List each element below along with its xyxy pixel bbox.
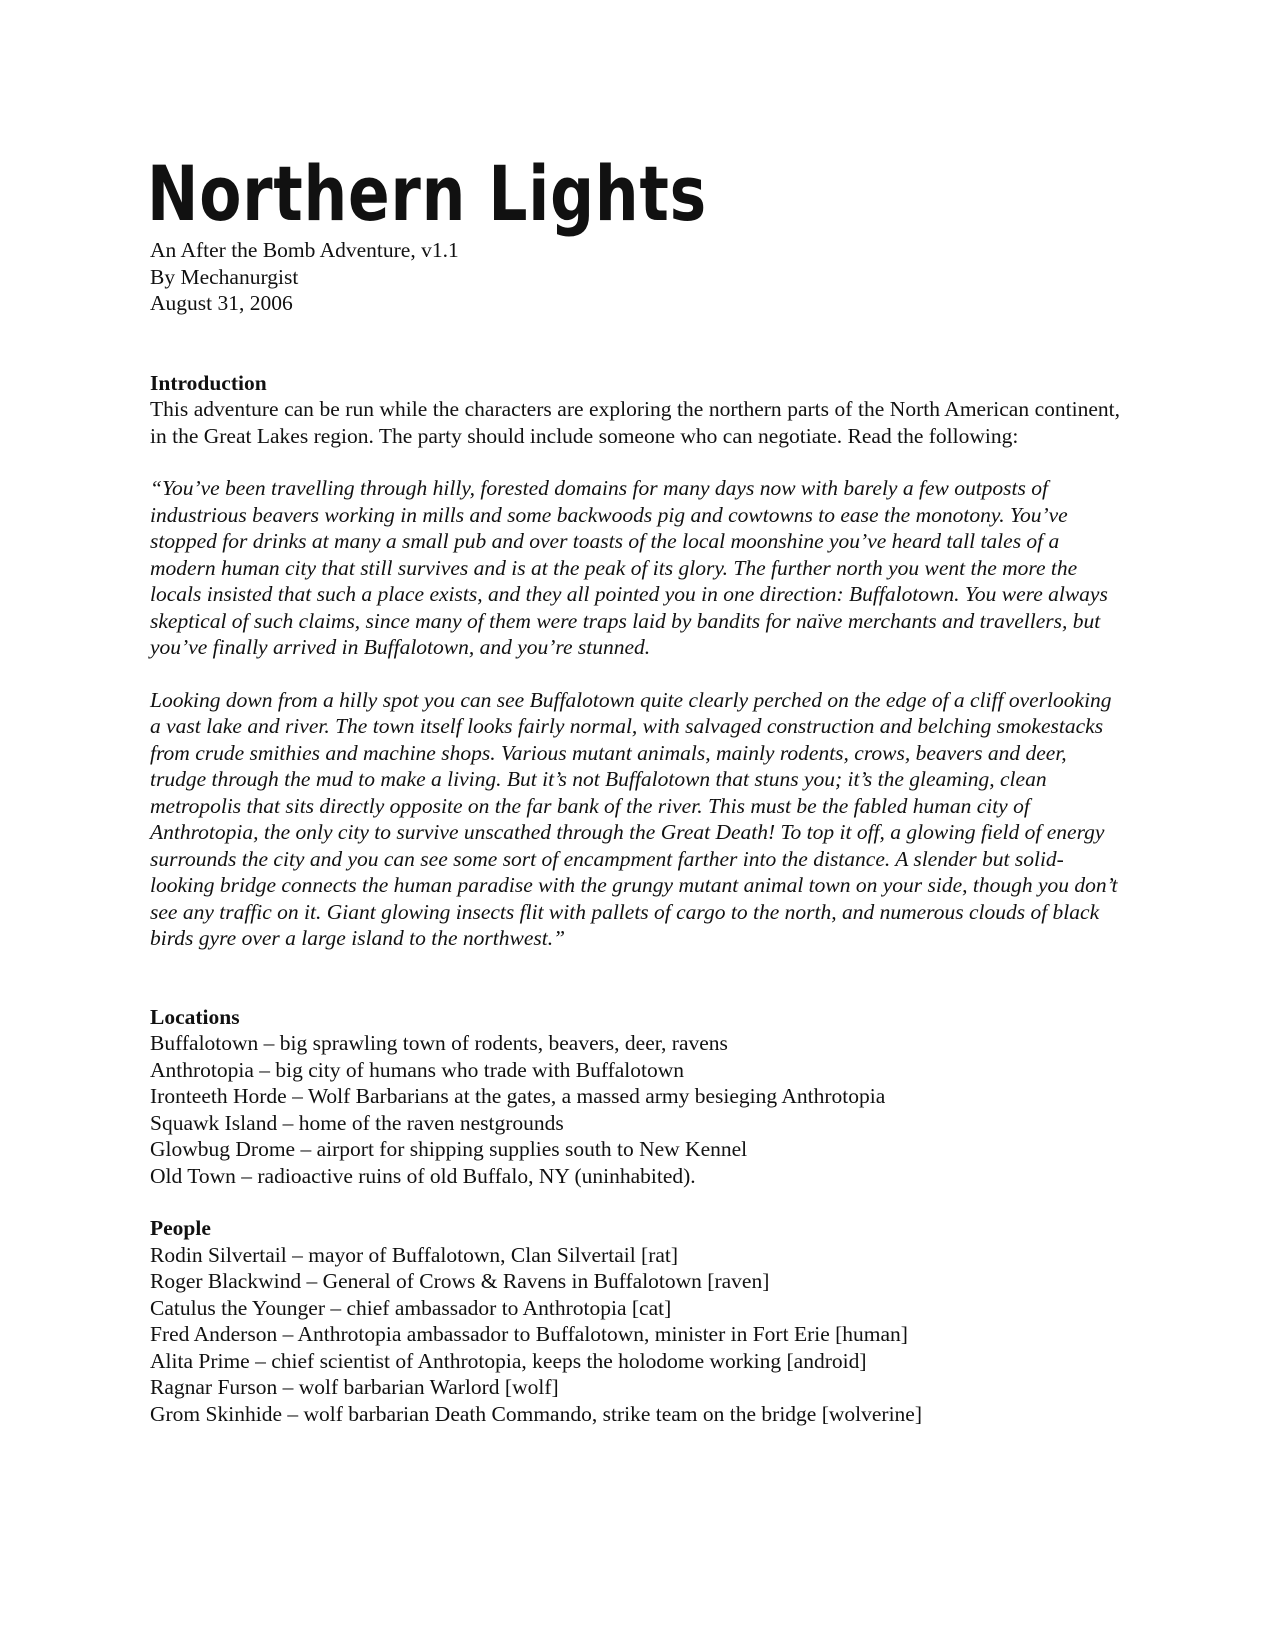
spacer [150, 1189, 1120, 1215]
read-aloud-paragraph-1: “You’ve been travelling through hilly, forested domains for many days now with barely a few outposts of industrious beavers working in mills and some backwoods pig and cowtowns to ease the monotony. You’ve stopped for drinks at many a small pub and over toasts of the local moonshine you’ve heard tall tales of a modern human city that still survives and is at the peak of its glory. The further north you went the more the locals insisted that such a place exists, and they all pointed you in one direction: Buffalotown. You were always skeptical of such claims, since many of them were traps laid by bandits for naïve merchants and travellers, but you’ve finally arrived in Buffalotown, and you’re stunned. [150, 476, 1108, 659]
spacer [150, 661, 1120, 687]
location-item: Old Town – radioactive ruins of old Buffalo, NY (uninhabited). [150, 1163, 696, 1188]
person-item: Rodin Silvertail – mayor of Buffalotown, Clan Silvertail [rat] [150, 1242, 679, 1267]
read-aloud-paragraph-2: Looking down from a hilly spot you can see Buffalotown quite clearly perched on the edge of a cliff overlooking a vast lake and river. The town itself looks fairly normal, with salvaged construction and belching smokestacks from crude smithies and machine shops. Various mutant animals, mainly rodents, crows, beavers and deer, trudge through the mud to make a living. But it’s not Buffalotown that stuns you; it’s the gleaming, clean metropolis that sits directly opposite on the far bank of the river. This must be the fabled human city of Anthrotopia, the only city to survive unscathed through the Great Death! To top it off, a glowing field of energy surrounds the city and you can see some sort of encampment farther into the distance. A slender but solid-looking bridge connects the human paradise with the grungy mutant animal town on your side, though you don’t see any traffic on it. Giant glowing insects flit with pallets of cargo to the north, and numerous clouds of black birds gyre over a large island to the northwest.” [150, 687, 1118, 950]
people-heading: People [150, 1216, 211, 1240]
introduction-section [150, 370, 1120, 952]
location-item: Glowbug Drome – airport for shipping supplies south to New Kennel [150, 1137, 748, 1161]
location-item: Anthrotopia – big city of humans who trade with Buffalotown [150, 1057, 685, 1082]
person-item: Alita Prime – chief scientist of Anthrotopia, keeps the holodome working [android] [150, 1348, 867, 1373]
document-page [147, 140, 1120, 1427]
document-subtitle: An After the Bomb Adventure, v1.1 [150, 238, 459, 262]
person-item: Catulus the Younger – chief ambassador to Anthrotopia [cat] [150, 1295, 672, 1320]
person-item: Ragnar Furson – wolf barbarian Warlord [wolf] [150, 1375, 559, 1399]
introduction-heading: Introduction [150, 370, 267, 395]
document-author: By Mechanurgist [150, 264, 299, 289]
location-item: Ironteeth Horde – Wolf Barbarians at the gates, a massed army besieging Anthrotopia [150, 1084, 886, 1108]
introduction-body: This adventure can be run while the characters are exploring the northern parts of the North American continent, in the Great Lakes region. The party should include someone who can negotiate. Read the following: [150, 397, 1120, 448]
person-item: Grom Skinhide – wolf barbarian Death Commando, strike team on the bridge [wolverine] [150, 1401, 923, 1426]
locations-heading: Locations [150, 1004, 240, 1029]
spacer [150, 317, 1120, 370]
document-title: Northern Lights [147, 149, 707, 238]
location-item: Buffalotown – big sprawling town of rodents, beavers, deer, ravens [150, 1031, 728, 1055]
person-item: Fred Anderson – Anthrotopia ambassador to Buffalotown, minister in Fort Erie [human] [150, 1322, 908, 1346]
spacer [150, 952, 1120, 1004]
document-date: August 31, 2006 [150, 291, 293, 315]
locations-section [150, 1004, 1120, 1190]
location-item: Squawk Island – home of the raven nestgrounds [150, 1110, 564, 1135]
spacer [150, 449, 1120, 475]
people-section [150, 1215, 1120, 1427]
person-item: Roger Blackwind – General of Crows & Ravens in Buffalotown [raven] [150, 1269, 770, 1293]
title-logo [147, 140, 747, 250]
